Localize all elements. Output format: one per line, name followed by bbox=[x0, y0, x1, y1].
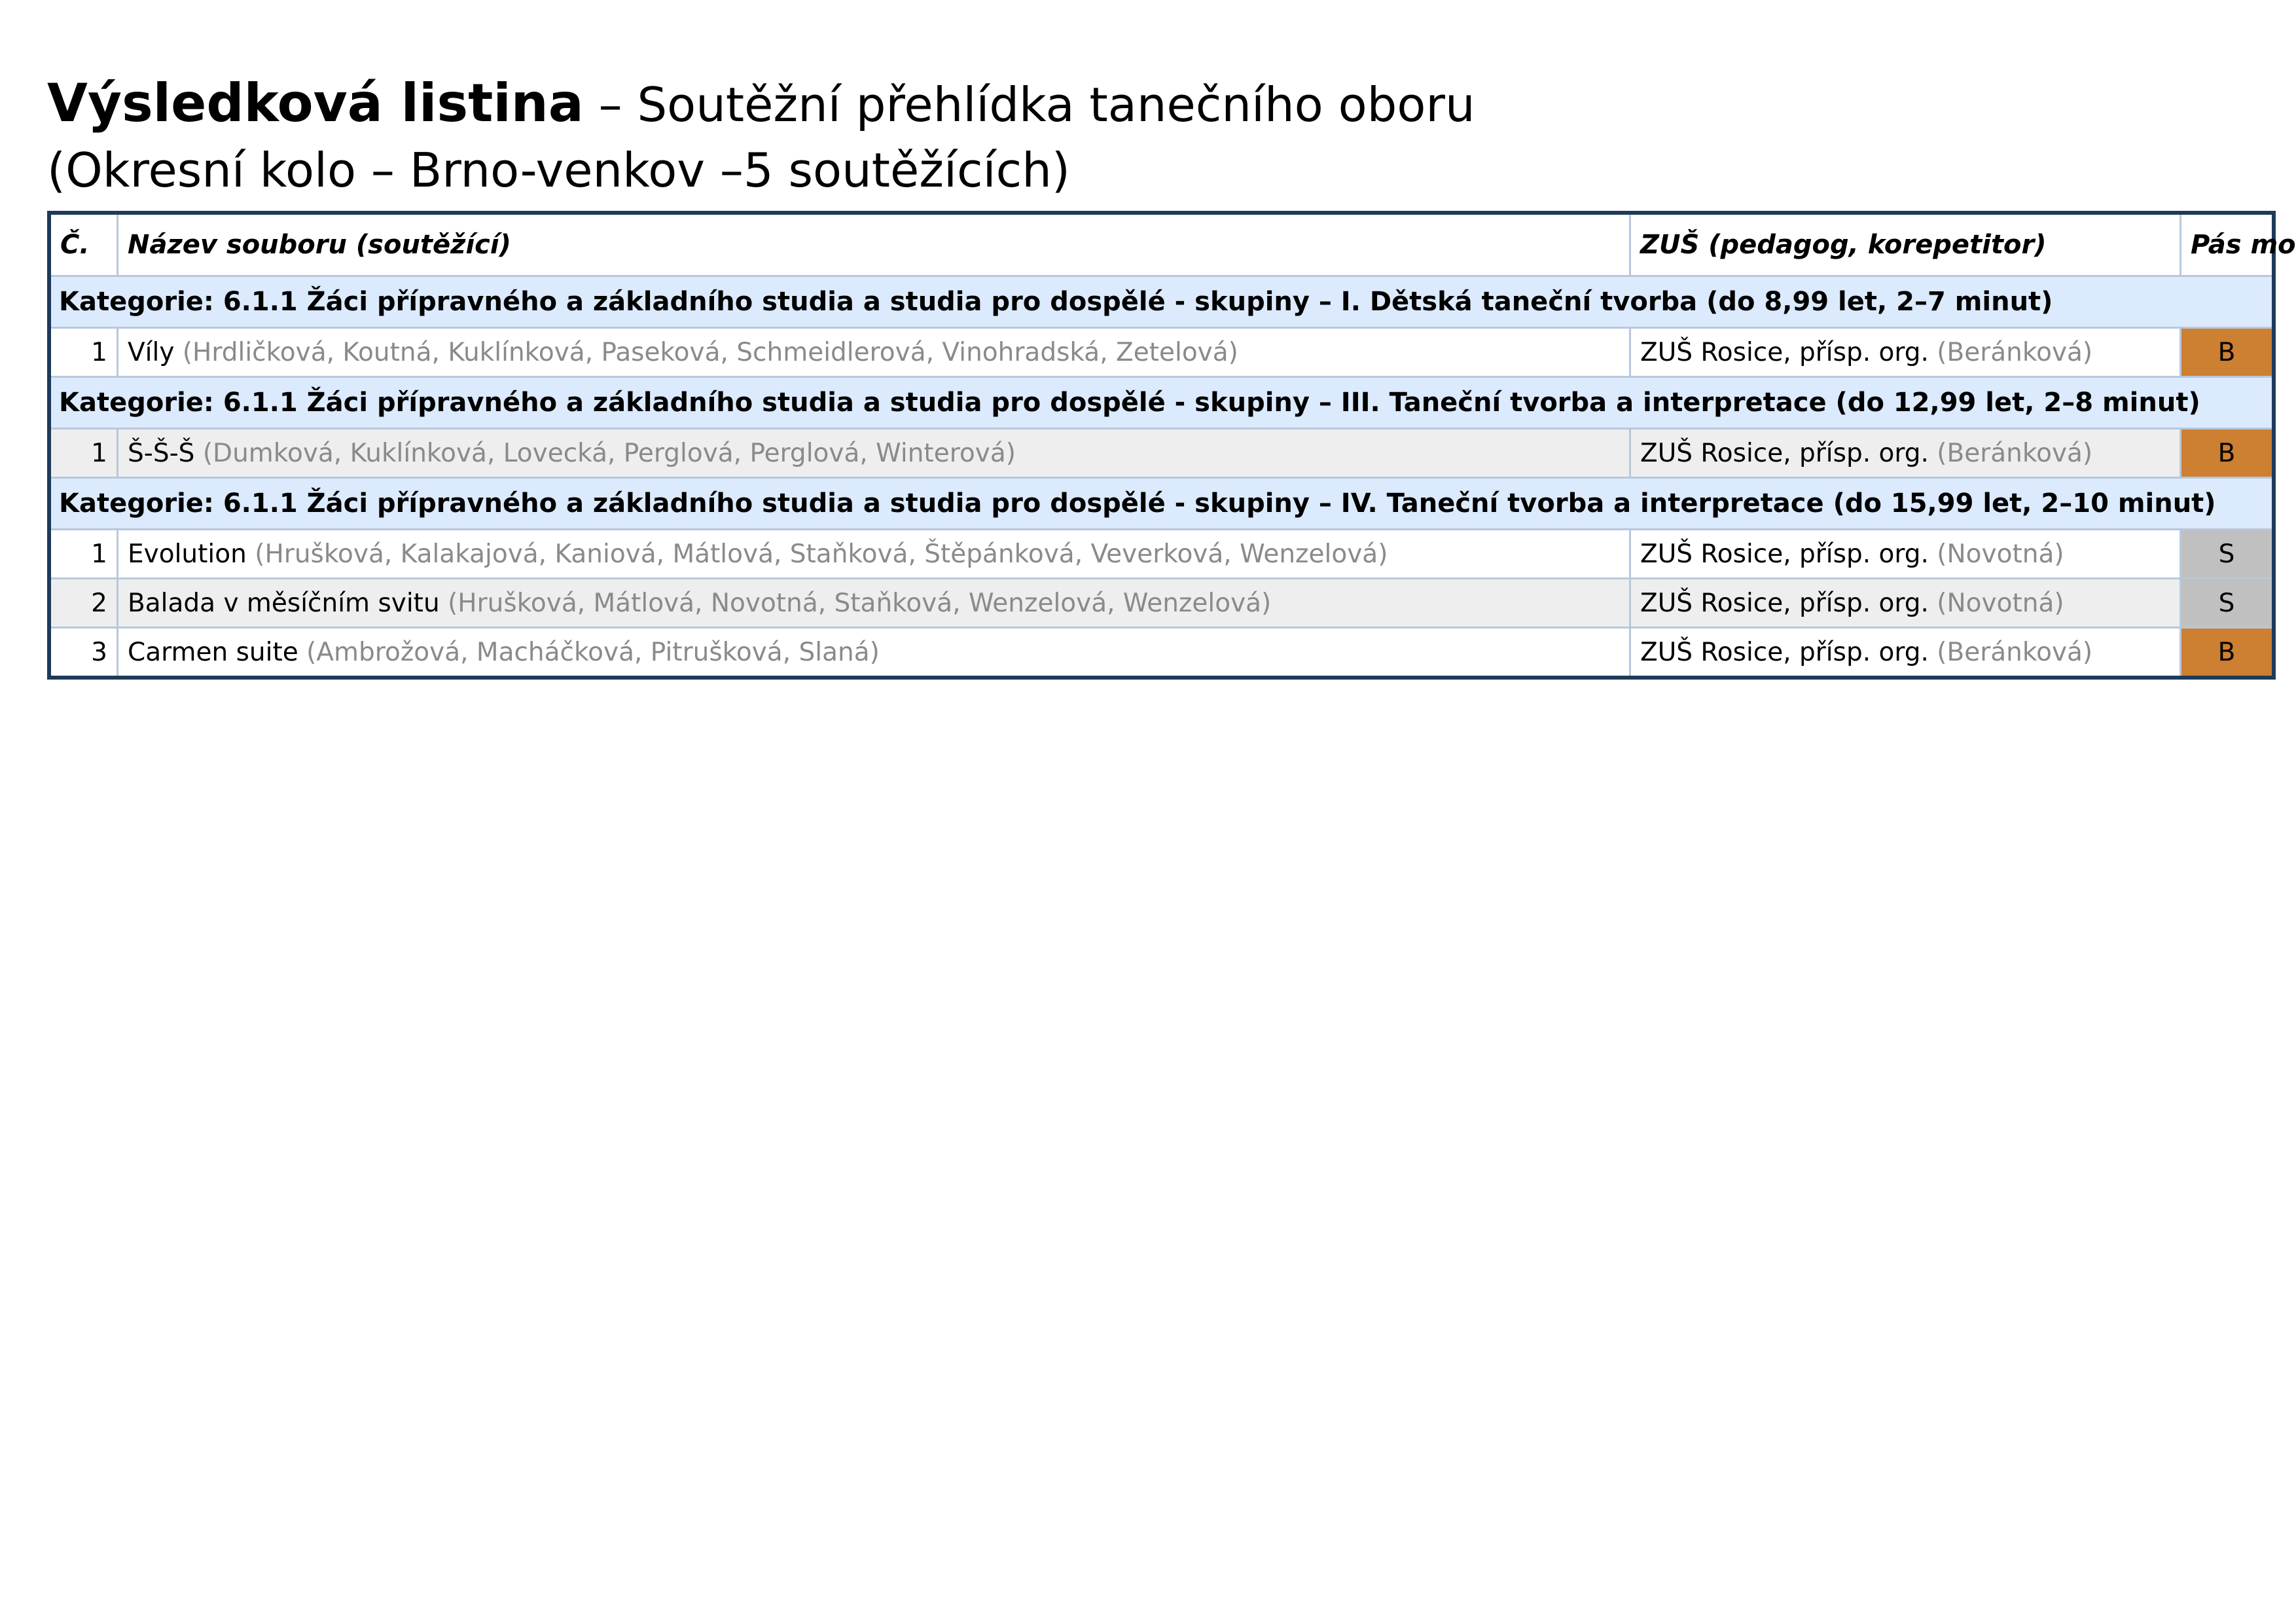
entry-school-cell bbox=[1630, 579, 2181, 628]
entry-members: (Dumková, Kuklínková, Lovecká, Perglová, Perglová, Winterová) bbox=[194, 438, 1016, 468]
category-row bbox=[49, 276, 2274, 328]
entry-school: ZUŠ Rosice, přísp. org. bbox=[1640, 588, 1929, 618]
entry-name: Víly bbox=[128, 337, 175, 367]
table-row bbox=[49, 328, 2274, 377]
results-body bbox=[49, 276, 2274, 678]
entry-school: ZUŠ Rosice, přísp. org. bbox=[1640, 637, 1929, 667]
entry-number: 1 bbox=[49, 530, 118, 579]
document-title bbox=[47, 71, 1475, 203]
entry-members: (Hrušková, Mátlová, Novotná, Staňková, Wenzelová, Wenzelová) bbox=[439, 588, 1272, 618]
entry-members: (Hrdličková, Koutná, Kuklínková, Paseková, Schmeidlerová, Vinohradská, Zetelová) bbox=[174, 337, 1238, 367]
entry-number: 1 bbox=[49, 328, 118, 377]
category-label: Kategorie: 6.1.1 Žáci přípravného a základního studia a studia pro dospělé - skupiny – I. Dětská taneční tvorba (do 8,99 let, 2–7 minut) bbox=[49, 276, 2274, 328]
header-name: Název souboru (soutěžící) bbox=[118, 213, 1630, 276]
entry-teacher: (Novotná) bbox=[1928, 539, 2064, 569]
entry-members: (Hrušková, Kalakajová, Kaniová, Mátlová, Staňková, Štěpánková, Veverková, Wenzelová) bbox=[246, 539, 1388, 569]
band-badge: B bbox=[2181, 628, 2274, 678]
entry-name: Carmen suite bbox=[128, 637, 298, 667]
entry-teacher: (Novotná) bbox=[1928, 588, 2064, 618]
entry-number: 2 bbox=[49, 579, 118, 628]
entry-name-cell bbox=[118, 328, 1630, 377]
table-header-row bbox=[49, 213, 2274, 276]
title-line-1 bbox=[47, 71, 1475, 137]
header-number: Č. bbox=[49, 213, 118, 276]
entry-school: ZUŠ Rosice, přísp. org. bbox=[1640, 438, 1929, 468]
entry-teacher: (Beránková) bbox=[1928, 337, 2093, 367]
entry-school: ZUŠ Rosice, přísp. org. bbox=[1640, 337, 1929, 367]
entry-teacher: (Beránková) bbox=[1928, 438, 2093, 468]
entry-school-cell bbox=[1630, 429, 2181, 478]
title-bold: Výsledková listina bbox=[47, 73, 584, 134]
table-row bbox=[49, 579, 2274, 628]
entry-number: 1 bbox=[49, 429, 118, 478]
band-badge: B bbox=[2181, 328, 2274, 377]
entry-teacher: (Beránková) bbox=[1928, 637, 2093, 667]
entry-name: Š-Š-Š bbox=[128, 438, 195, 468]
results-table bbox=[47, 211, 2296, 680]
entry-name-cell bbox=[118, 429, 1630, 478]
band-badge: S bbox=[2181, 530, 2274, 579]
entry-name-cell bbox=[118, 530, 1630, 579]
table-row bbox=[49, 530, 2274, 579]
entry-name: Balada v měsíčním svitu bbox=[128, 588, 440, 618]
header-school: ZUŠ (pedagog, korepetitor) bbox=[1630, 213, 2181, 276]
band-badge: S bbox=[2181, 579, 2274, 628]
entry-school-cell bbox=[1630, 328, 2181, 377]
entry-school: ZUŠ Rosice, přísp. org. bbox=[1640, 539, 1929, 569]
table-row bbox=[49, 628, 2274, 678]
entry-name: Evolution bbox=[128, 539, 247, 569]
entry-school-cell bbox=[1630, 530, 2181, 579]
category-row bbox=[49, 377, 2274, 429]
band-badge: B bbox=[2181, 429, 2274, 478]
table-row bbox=[49, 429, 2274, 478]
entry-number: 3 bbox=[49, 628, 118, 678]
entry-members: (Ambrožová, Macháčková, Pitrušková, Slaná) bbox=[298, 637, 880, 667]
title-rest: – Soutěžní přehlídka tanečního oboru bbox=[583, 77, 1475, 132]
category-row bbox=[49, 478, 2274, 530]
header-band: Pás mo bbox=[2181, 213, 2274, 276]
category-label: Kategorie: 6.1.1 Žáci přípravného a základního studia a studia pro dospělé - skupiny – IV. Taneční tvorba a interpretace (do 15,99 let, 2–10 minut) bbox=[49, 478, 2274, 530]
entry-name-cell bbox=[118, 628, 1630, 678]
entry-school-cell bbox=[1630, 628, 2181, 678]
entry-name-cell bbox=[118, 579, 1630, 628]
category-label: Kategorie: 6.1.1 Žáci přípravného a základního studia a studia pro dospělé - skupiny – III. Taneční tvorba a interpretace (do 12,99 let, 2–8 minut) bbox=[49, 377, 2274, 429]
title-line-2: (Okresní kolo – Brno-venkov –5 soutěžících) bbox=[47, 143, 1070, 198]
